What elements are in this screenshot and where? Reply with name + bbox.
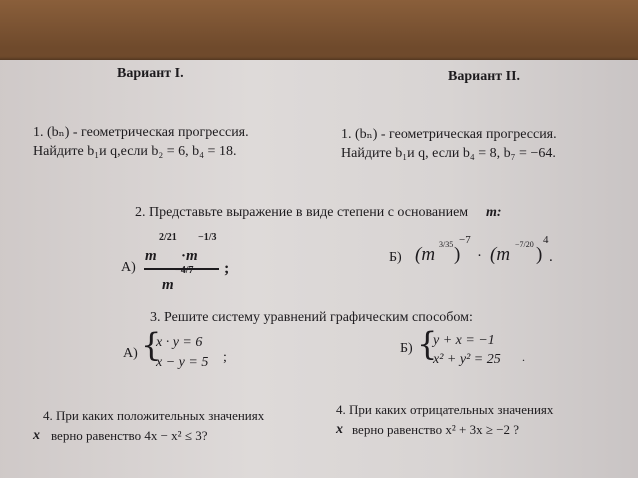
task3-a-label: А) [123, 346, 138, 361]
worksheet-paper [0, 60, 638, 478]
task4-v1-line2: верно равенство 4x − x² ≤ 3? [51, 428, 208, 443]
task2-a-num-base2: m [186, 248, 198, 264]
task3-a-end: ; [223, 350, 227, 365]
variant-1-title: Вариант I. [117, 66, 184, 81]
task2-b-label: Б) [389, 250, 402, 265]
task3-title: 3. Решите систему уравнений графическим способом: [150, 310, 473, 325]
task2-b-end: . [549, 249, 553, 265]
task3-b-eq2: x² + y² = 25 [433, 352, 501, 367]
task2-b-close2: ) [536, 244, 543, 265]
task2-a-num-exp1: 2/21 [159, 232, 177, 243]
task2-b-outer2: 4 [543, 234, 549, 246]
task1-v1-line2: Найдите b₁и q,если b₂ = 6, b₄ = 18. [33, 144, 237, 159]
task2-a-num-base1: m [145, 248, 157, 264]
task2-title: 2. Представьте выражение в виде степени с основанием [135, 205, 469, 220]
task3-b-end: . [522, 350, 525, 364]
task4-v2-line2: верно равенство x² + 3x ≥ −2 ? [352, 422, 520, 437]
task4-v2-var: x [336, 422, 343, 437]
variant-2-title: Вариант II. [448, 69, 521, 84]
task2-b-close1: ) [454, 244, 461, 265]
task4-v1-var: x [33, 428, 40, 443]
task2-a-den-base: m [162, 277, 174, 293]
task2-b-exp1: 3/35 [439, 240, 454, 249]
task2-a-dot: · [181, 248, 187, 264]
task1-v1-line1: 1. (bₙ) - геометрическая прогрессия. [33, 125, 249, 140]
task2-a-label: А) [121, 260, 136, 275]
task3-a-brace: { [141, 326, 162, 364]
task3-a-eq1: x · y = 6 [156, 335, 203, 350]
task2-b-mid: · [477, 248, 482, 264]
task4-v1-line1: 4. При каких положительных значениях [43, 408, 265, 423]
task2-base: m: [486, 205, 502, 220]
task4-v2-line1: 4. При каких отрицательных значениях [336, 402, 554, 417]
task2-b-expr1: (m [415, 244, 436, 265]
task3-b-label: Б) [400, 341, 413, 356]
task2-a-num-exp2: −1/3 [198, 232, 217, 243]
task3-b-brace: { [417, 325, 438, 363]
task3-b-eq1: y + x = −1 [433, 333, 495, 348]
task2-a-end: ; [224, 260, 230, 277]
task2-b-outer1: −7 [459, 234, 471, 246]
task1-v2-line2: Найдите b₁и q, если b₄ = 8, b₇ = −64. [341, 146, 556, 161]
task3-a-eq2: x − y = 5 [156, 355, 209, 370]
task2-b-exp2: −7/20 [515, 240, 534, 249]
task2-b-expr2: (m [490, 244, 511, 265]
task2-a-den-exp: −4/7 [175, 265, 194, 276]
task1-v2-line1: 1. (bₙ) - геометрическая прогрессия. [341, 127, 557, 142]
